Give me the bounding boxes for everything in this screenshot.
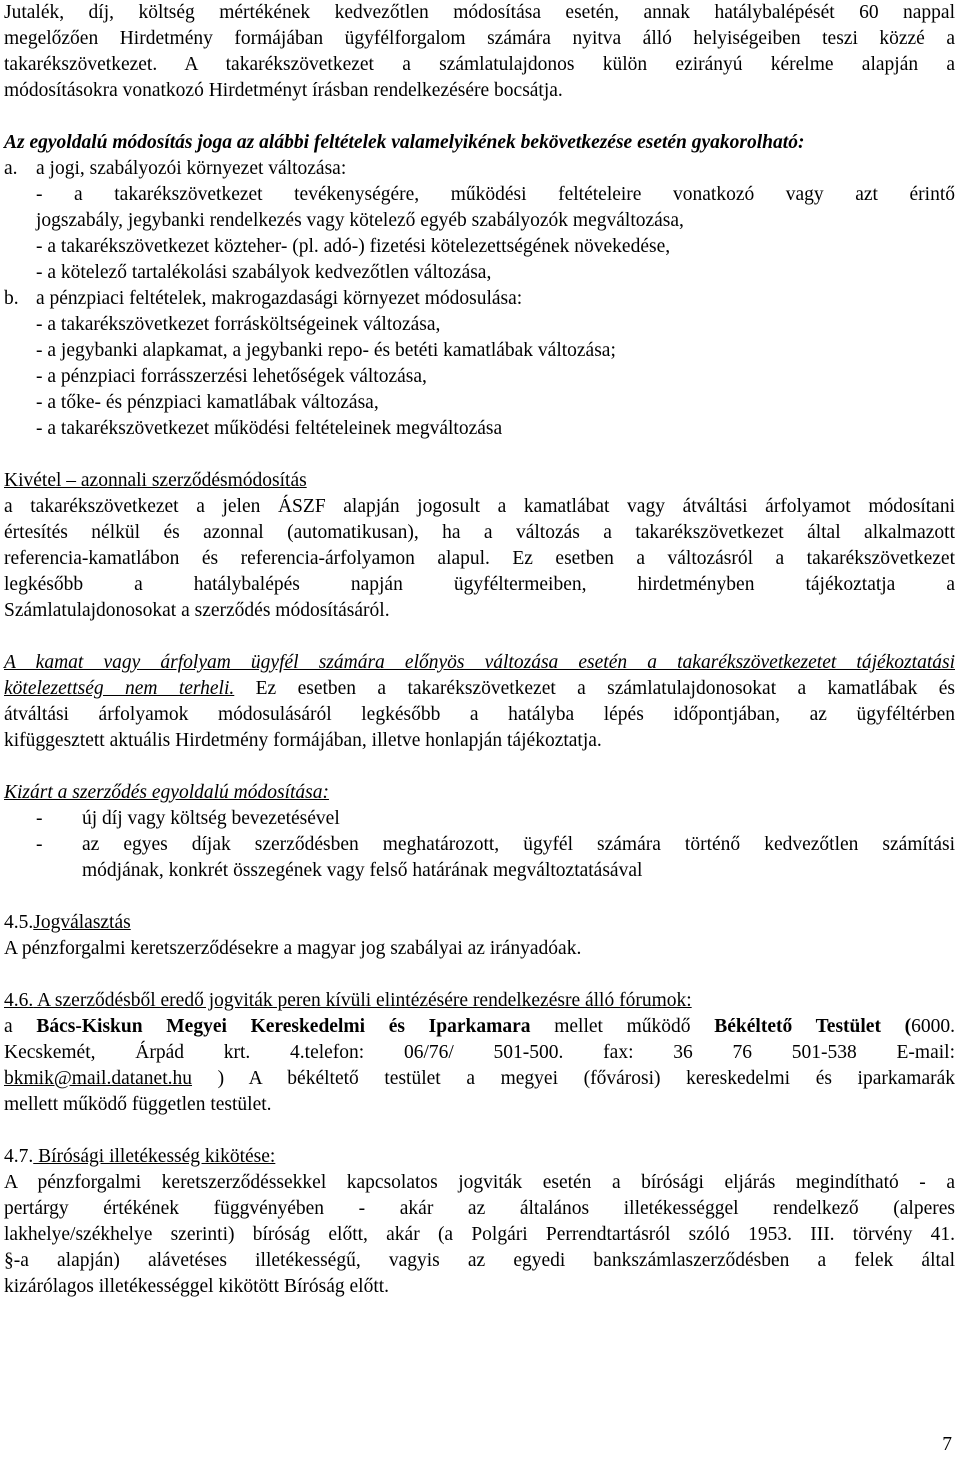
list-item: - a takarékszövetkezet tevékenységére, működési feltételeire vonatkozó vagy azt érintő [36,184,955,205]
text-span: 6000. [911,1016,956,1037]
section-4-7 [4,1144,955,1300]
list-item: - a jegybanki alapkamat, a jegybanki repo- és betéti kamatlábak változása; [36,340,616,361]
list-marker: b. [4,288,19,309]
condition-b [4,286,955,442]
section-heading: Kizárt a szerződés egyoldalú módosítása: [4,782,330,803]
list-item: - a takarékszövetkezet működési feltételeinek megváltozása [36,418,503,439]
text-line: kifüggesztett aktuális Hirdetmény formájában, illetve honlapján tájékoztatja. [4,730,602,751]
text-line [4,1014,955,1040]
page-number: 7 [942,1434,952,1455]
text-line: Kecskemét, Árpád krt. 4.telefon: 06/76/ 501-500. fax: 36 76 501-538 E-mail: [4,1042,955,1063]
section-4-6 [4,988,955,1118]
text-span: Ez esetben a takarékszövetkezet a számlatulajdonosokat a kamatlábak és [234,678,955,699]
text-line: mellett működő független testület. [4,1094,272,1115]
condition-title: a jogi, szabályozói környezet változása: [36,158,347,179]
list-item: - a kötelező tartalékolási szabályok kedvezőtlen változása, [36,262,492,283]
text-line: takarékszövetkezet. A takarékszövetkezet a számlatulajdonos külön ezirányú kérelme alapján a [4,54,955,75]
section-title: Bírósági illetékesség kikötése: [33,1146,276,1167]
text-span: a [4,1016,37,1037]
section-heading [4,910,955,936]
list-marker: a. [4,158,18,179]
email-link[interactable]: bkmik@mail.datanet.hu [4,1068,193,1089]
condition-a [4,156,955,286]
text-line: átváltási árfolyamok módosulásáról legkésőbb a hatályba lépés időpontjában, az ügyféltérben [4,704,955,725]
list-item: - a tőke- és pénzpiaci kamatlábak változása, [36,392,379,413]
text-line: referencia-kamatlábon és referencia-árfolyamon alapul. Ez esetben a változásról a takarékszövetkezet [4,548,955,569]
excluded-section [4,780,955,884]
text-line: legkésőbb a hatálybalépés napján ügyféltermeiben, hirdetményben tájékoztatja a [4,574,955,595]
text-line: kizárólagos illetékességgel kikötött Bíróság előtt. [4,1276,390,1297]
text-line: Jutalék, díj, költség mértékének kedvezőtlen módosítása esetén, annak hatálybalépését 60 nappal [4,2,955,23]
list-item: - a takarékszövetkezet forrásköltségeinek változása, [36,314,441,335]
board-name: Békéltető Testület ( [714,1016,912,1037]
text-line [4,1066,955,1092]
favorable-change-section [4,650,955,754]
document-page [4,0,955,1300]
text-line: §-a alapján) alávetéses illetékességű, vagyis az egyedi bankszámlaszerződésben a felek által [4,1250,955,1271]
section-heading: Kivétel – azonnali szerződésmódosítás [4,470,307,491]
text-line: pertárgy értékének függvényében - akár az általános illetékességgel rendelkező (alperes [4,1198,955,1219]
list-item: módjának, konkrét összegének vagy felső határának megváltoztatásával [82,860,643,881]
section-number: 4.6. [4,990,34,1011]
text-line: a takarékszövetkezet a jelen ÁSZF alapján jogosult a kamatlábat vagy átváltási árfolyamot módosítani [4,496,955,517]
text-span: mellet működő [530,1016,715,1037]
list-dash: - [36,808,43,829]
text-line: módosításokra vonatkozó Hirdetményt írásban rendelkezésére bocsátja. [4,80,563,101]
text-line: A pénzforgalmi keretszerződéssekkel kapcsolatos jogviták esetén a bírósági eljárás megindítható - a [4,1172,955,1193]
text-line: lakhelye/székhelye szerinti) bíróság előtt, akár (a Polgári Perrendtartásról szóló 1953. III. törvény 41. [4,1224,955,1245]
section-title: A szerződésből eredő jogviták peren kívüli elintézésére rendelkezésre álló fórumok: [33,990,692,1011]
section-number: 4.7. [4,1146,34,1167]
conditions-heading: Az egyoldalú módosítás joga az alábbi feltételek valamelyikének bekövetkezése esetén gyakorolható: [4,132,805,153]
exception-section [4,468,955,624]
text-line: A kamat vagy árfolyam ügyfél számára előnyös változása esetén a takarékszövetkezetet tájékoztatási [4,652,955,673]
intro-paragraph [4,0,955,104]
list-item: - a takarékszövetkezet közteher- (pl. adó-) fizetési kötelezettségének növekedése, [36,236,671,257]
list-item: új díj vagy költség bevezetésével [82,808,340,829]
text-line: értesítés nélkül és azonnal (automatikusan), ha a változás a takarékszövetkezet által alkalmazott [4,522,955,543]
text-line: megelőzően Hirdetmény formájában ügyfélforgalom számára nyitva álló helyiségeiben teszi közzé a [4,28,955,49]
list-item: jogszabály, jegybanki rendelkezés vagy kötelező egyéb szabályozók megváltozása, [36,210,684,231]
list-item: az egyes díjak szerződésben meghatározott, ügyfél számára történő kedvezőtlen számítási [82,834,955,855]
underlined-phrase: kötelezettség nem terheli. [4,678,235,699]
list-dash: - [36,834,43,855]
section-4-5 [4,910,955,962]
section-heading [4,988,955,1014]
section-heading [4,1144,955,1170]
condition-title: a pénzpiaci feltételek, makrogazdasági környezet módosulása: [36,288,523,309]
text-line: A pénzforgalmi keretszerződésekre a magyar jog szabályai az irányadóak. [4,938,582,959]
section-title: Jogválasztás [33,912,131,933]
list-item: - a pénzpiaci forrásszerzési lehetőségek változása, [36,366,427,387]
section-number: 4.5. [4,912,34,933]
text-line: Számlatulajdonosokat a szerződés módosításáról. [4,600,390,621]
text-span: ) A békéltető testület a megyei (fővárosi) kereskedelmi és iparkamarák [192,1068,955,1089]
chamber-name: Bács-Kiskun Megyei Kereskedelmi és Iparkamara [36,1016,531,1037]
text-line [4,676,955,702]
